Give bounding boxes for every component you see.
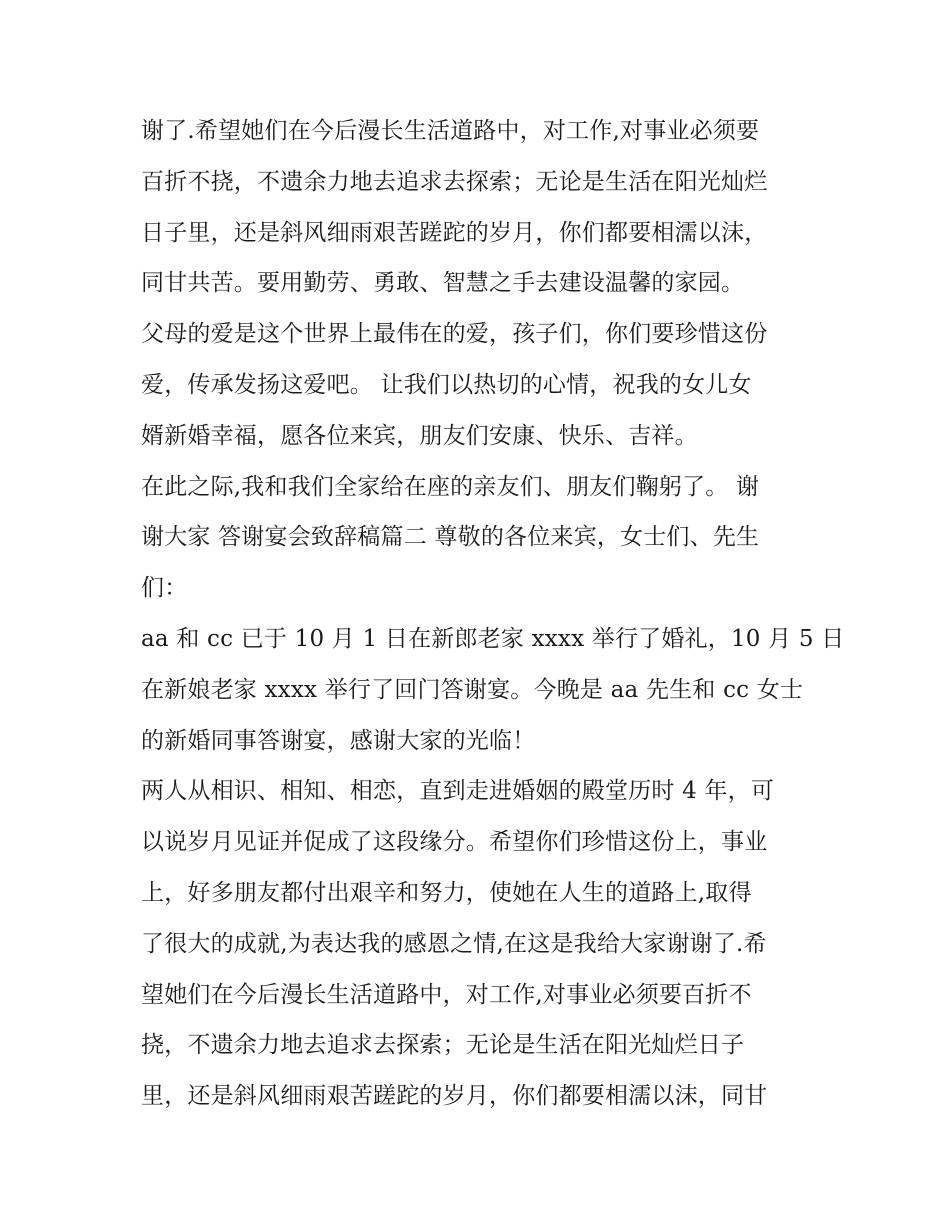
text-line: 以说岁月见证并促成了这段缘分。希望你们珍惜这份上，事业 [141, 829, 768, 856]
text-line: 两人从相识、相知、相恋，直到走进婚姻的殿堂历时 4 年，可 [141, 778, 775, 805]
paragraph-4 [141, 614, 845, 766]
text-line: 婿新婚幸福，愿各位来宾，朋友们安康、快乐、吉祥。 [141, 422, 698, 449]
text-line: 了很大的成就,为表达我的感恩之情,在这是我给大家谢谢了.希 [141, 930, 767, 957]
text-line: 爱，传承发扬这爱吧。 让我们以热切的心情，祝我的女儿女 [141, 371, 752, 398]
text-line: 日子里，还是斜风细雨艰苦蹉跎的岁月，你们都要相濡以沫， [141, 219, 768, 246]
text-line: 里，还是斜风细雨艰苦蹉跎的岁月，你们都要相濡以沫，同甘 [141, 1083, 768, 1110]
text-line: 望她们在今后漫长生活道路中，对工作,对事业必须要百折不 [141, 981, 752, 1008]
text-line: 百折不挠，不遗余力地去追求去探索；无论是生活在阳光灿烂 [141, 168, 768, 195]
text-line: 谢了.希望她们在今后漫长生活道路中，对工作,对事业必须要 [141, 118, 760, 144]
text-line: 的新婚同事答谢宴，感谢大家的光临！ [141, 727, 536, 754]
paragraph-3 [141, 462, 813, 614]
paragraph-1 [141, 106, 813, 309]
text-line: 上，好多朋友都付出艰辛和努力，使她在人生的道路上,取得 [141, 879, 752, 906]
document-body [141, 106, 845, 1122]
text-line: 同甘共苦。要用勤劳、勇敢、智慧之手去建设温馨的家园。 [141, 270, 745, 297]
paragraph-5 [141, 766, 813, 1122]
paragraph-2 [141, 309, 813, 461]
text-line: 们： [141, 575, 188, 602]
text-line: 挠，不遗余力地去追求去探索；无论是生活在阳光灿烂日子 [141, 1032, 745, 1059]
text-line: 父母的爱是这个世界上最伟在的爱，孩子们，你们要珍惜这份 [141, 321, 768, 348]
text-line: 在新娘老家 xxxx 举行了回门答谢宴。今晚是 aa 先生和 cc 女士 [141, 676, 804, 703]
text-line: 谢大家 答谢宴会致辞稿篇二 尊敬的各位来宾，女士们、先生 [141, 524, 760, 551]
text-line: aa 和 cc 已于 10 月 1 日在新郎老家 xxxx 举行了婚礼，10 月 5 日 [141, 625, 845, 652]
text-line: 在此之际,我和我们全家给在座的亲友们、朋友们鞠躬了。 谢 [141, 473, 760, 500]
